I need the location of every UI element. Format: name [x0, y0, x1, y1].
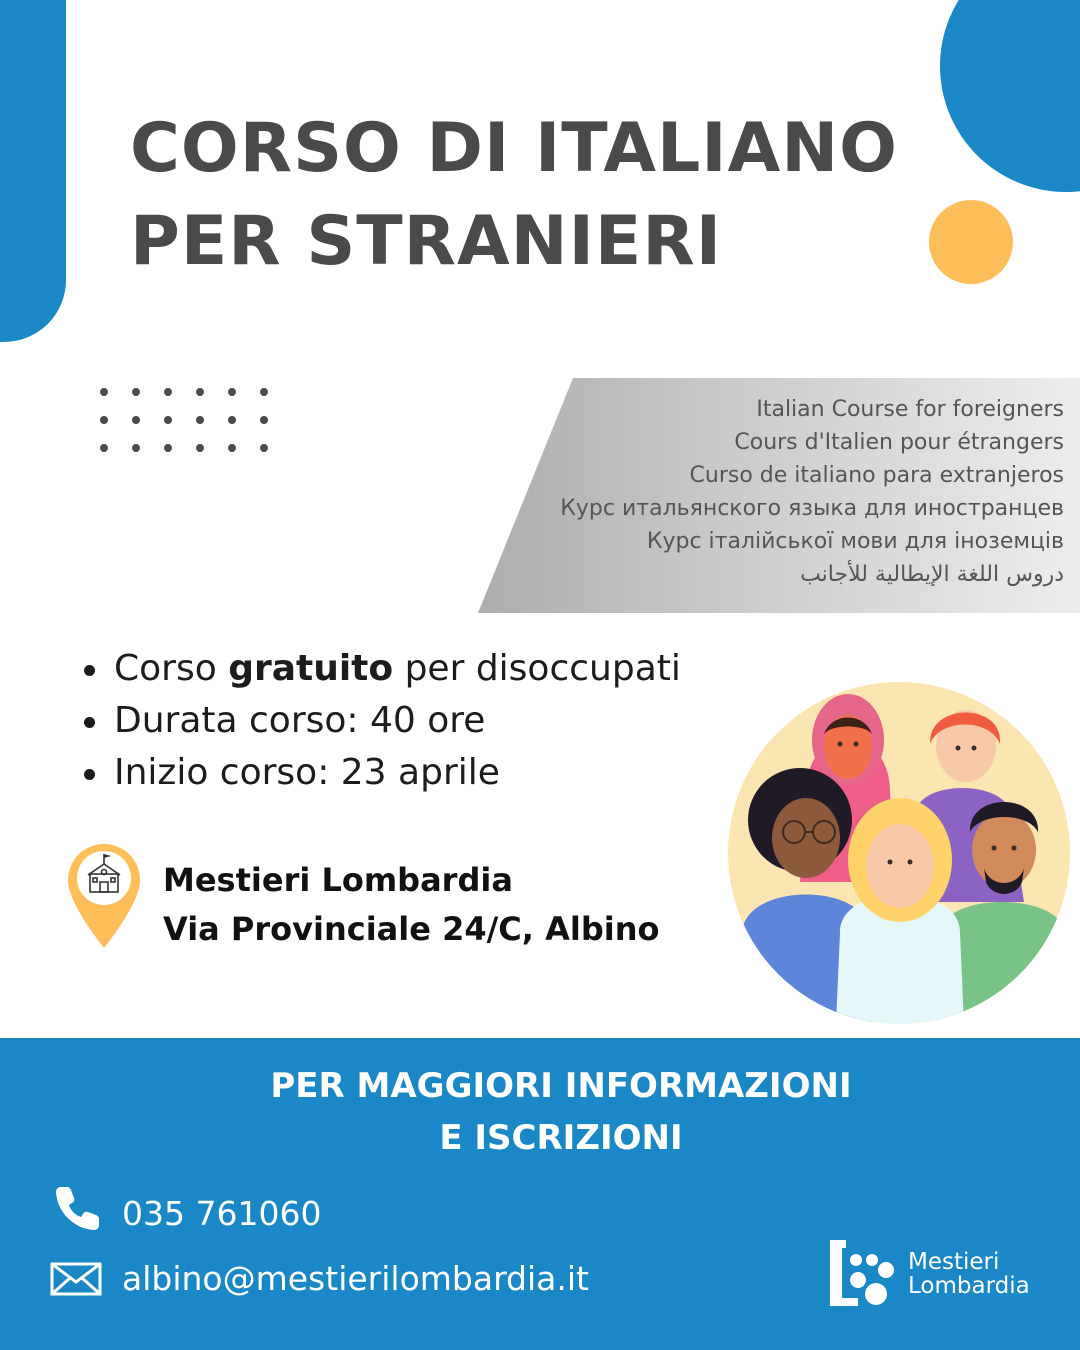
mestieri-lombardia-logo — [828, 1238, 1058, 1308]
envelope-icon — [50, 1262, 102, 1296]
translation-russian: Курс итальянского языка для иностранцев — [560, 496, 1064, 521]
decorative-dot-grid — [100, 388, 272, 452]
logo-mark-icon — [828, 1238, 900, 1308]
detail-free-course — [84, 643, 681, 695]
detail-free-suffix: per disoccupati — [393, 648, 681, 689]
translation-arabic: دروس اللغة الإيطالية للأجانب — [800, 562, 1064, 587]
footer-heading-line-2: E ISCRIZIONI — [439, 1118, 683, 1158]
location-address: Via Provinciale 24/C, Albino — [163, 910, 660, 948]
poster-title — [130, 102, 898, 288]
detail-free-prefix: Corso — [114, 648, 229, 689]
phone-icon — [54, 1184, 102, 1232]
title-line-1: CORSO DI ITALIANO — [130, 109, 898, 188]
detail-free-emphasis: gratuito — [228, 648, 394, 689]
translation-spanish: Curso de italiano para extranjeros — [689, 463, 1064, 488]
diverse-people-group-illustration — [728, 682, 1070, 1024]
location-block — [163, 856, 659, 954]
phone-number-link[interactable]: 035 761060 — [122, 1194, 322, 1233]
translation-english: Italian Course for foreigners — [756, 397, 1064, 422]
footer-heading — [0, 1060, 1080, 1164]
decorative-blue-circle — [940, 0, 1080, 192]
detail-duration: Durata corso: 40 ore — [84, 695, 681, 747]
decorative-blue-bar — [0, 0, 66, 342]
decorative-yellow-circle — [929, 200, 1013, 284]
logo-line-1: Mestieri — [908, 1249, 1000, 1275]
location-pin-school-icon — [66, 842, 142, 950]
translations-list — [560, 393, 1064, 591]
course-details-list — [84, 643, 681, 799]
logo-wordmark — [908, 1250, 1030, 1298]
title-line-2: PER STRANIERI — [130, 202, 722, 281]
email-link[interactable]: albino@mestierilombardia.it — [122, 1259, 589, 1298]
detail-start-date: Inizio corso: 23 aprile — [84, 747, 681, 799]
translation-ukrainian: Курс італійської мови для іноземців — [646, 529, 1064, 554]
logo-line-2: Lombardia — [908, 1273, 1030, 1299]
location-name: Mestieri Lombardia — [163, 861, 513, 899]
translation-french: Cours d'Italien pour étrangers — [734, 430, 1064, 455]
footer-heading-line-1: PER MAGGIORI INFORMAZIONI — [270, 1066, 852, 1106]
